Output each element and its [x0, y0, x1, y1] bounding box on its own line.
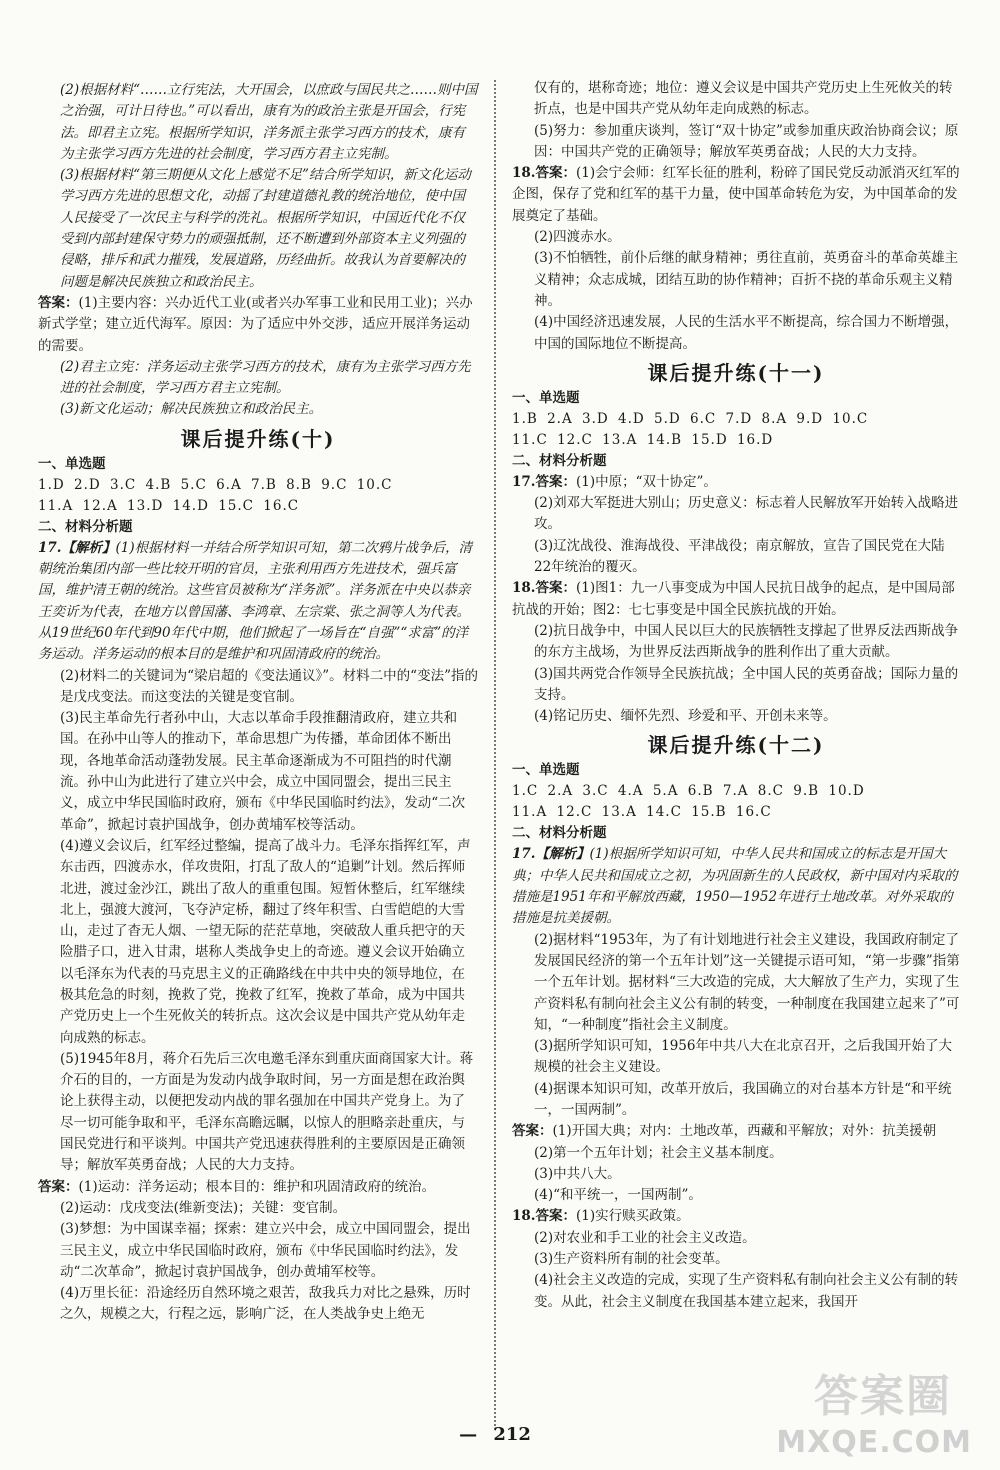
text-paragraph: (2)四渡赤水。 — [534, 229, 621, 246]
watermark — [732, 1360, 972, 1460]
text-paragraph: (4)遵义会议后，红军经过整编，提高了战斗力。毛泽东指挥红军，声东击西，四渡赤水，佯攻贵阳，打乱了敌人的“追剿”计划。然后挥师北进，渡过金沙江，跳出了敌人的重重包围。短暂休整后，红军继续北上，强渡大渡河，飞夺泸定桥，翻过了终年积雪、白雪皑皑的大雪山，走过了杳无人烟、一望无际的茫茫草地，突破敌人重兵把守的天险腊子口，进入甘肃，堪称人类战争史上的奇迹。遵义会议开始确立以毛泽东为代表的马克思主义的正确路线在中共中央的领导地位，在极其危急的时刻，挽救了党，挽救了红军，挽救了革命，成为中国共产党历史上一个生死攸关的转折点。这次会议是中国共产党从幼年走向成熟的标志。 — [60, 837, 471, 1046]
watermark-logo: 答案圈 — [814, 1371, 952, 1422]
page-number-value: 212 — [493, 1424, 531, 1445]
text-paragraph: (3)不怕牺牲，前仆后继的献身精神；勇往直前，英勇奋斗的革命英雄主义精神；众志成城，团结互助的协作精神；百折不挠的革命乐观主义精神。 — [534, 250, 959, 309]
text-paragraph: (3)新文化运动；解决民族独立和政治民主。 — [60, 401, 323, 418]
section-title: 课后提升练(十) — [180, 426, 336, 451]
text-paragraph: (2)根据材料“……立行宪法，大开国会，以庶政与国民共之……则中国之治强，可计日待也。”可以看出，康有为的政治主张是开国会，行宪法。即君主立宪。根据所学知识，洋务派主张学习西方的技术，康有为主张学习西方先进的社会制度，学习西方君主立宪制。 — [60, 82, 478, 162]
answer-text: (1)运动：洋务运动；根本目的：维护和巩固清政府的统治。 — [78, 1178, 436, 1195]
section-heading: 一、单选题 — [38, 455, 106, 472]
answer-label: 18.答案： — [512, 165, 576, 182]
section-heading: 一、单选题 — [512, 389, 580, 406]
text-paragraph: (3)国共两党合作领导全民族抗战；全中国人民的英勇奋战；国际力量的支持。 — [534, 665, 959, 703]
answer-paragraph — [512, 578, 960, 621]
question-number: 17. — [512, 846, 536, 863]
answer-text: (1)中原；“双十协定”。 — [576, 473, 717, 490]
answer-paragraph — [512, 163, 960, 227]
answer-text: (1)实行赎买政策。 — [576, 1208, 690, 1225]
text-paragraph: (4)据课本知识可知，改革开放后，我国确立的对台基本方针是“和平统一，一国两制”。 — [534, 1080, 952, 1118]
answer-label: 17.答案： — [512, 473, 576, 490]
answer-text: (1)主要内容：兴办近代工业(或者兴办军事工业和民用工业)；兴办新式学堂；建立近代海军。原因：为了适应中外交涉，适应开展洋务运动的需要。 — [38, 294, 473, 354]
section-heading: 二、材料分析题 — [38, 518, 133, 535]
section-heading: 一、单选题 — [512, 762, 580, 779]
text-paragraph: (3)辽沈战役、淮海战役、平津战役；南京解放，宣告了国民党在大陆22年统治的覆灭。 — [534, 537, 945, 576]
text-paragraph: (5)1945年8月，蒋介石先后三次电邀毛泽东到重庆面商国家大计。蒋介石的目的，一方面是为发动内战争取时间，另一方面是想在政治舆论上获得主动，以便把发动内战的罪名强加在中国共产党身上。为了尽一切可能争取和平，毛泽东高瞻远瞩，以惊人的胆略亲赴重庆，与国民党进行和平谈判。中国共产党迅速获得胜利的主要原因是正确领导；解放军英勇奋战；人民的大力支持。 — [60, 1050, 474, 1174]
section-heading: 二、材料分析题 — [512, 452, 607, 469]
text-paragraph: (2)抗日战争中，中国人民以巨大的民族牺牲支撑起了世界反法西斯战争的东方主战场，为世界反法西斯战争的胜利作出了重大贡献。 — [534, 622, 959, 661]
text-paragraph: 仅有的，堪称奇迹；地位：遵义会议是中国共产党历史上生死攸关的转折点，也是中国共产党从幼年走向成熟的标志。 — [534, 80, 953, 118]
answer-label: 答案： — [38, 294, 79, 311]
text-paragraph: (5)努力：参加重庆谈判，签订“双十协定”或参加重庆政治协商会议；原因：中国共产党的正确领导；解放军英勇奋战；人民的大力支持。 — [534, 122, 959, 160]
answer-key-line: 11.A 12.A 13.D 14.D 15.C 16.C — [38, 497, 300, 514]
answer-key-line: 1.B 2.A 3.D 4.D 5.D 6.C 7.D 8.A 9.D 10.C — [512, 410, 869, 427]
analysis-paragraph — [38, 538, 478, 666]
text-paragraph: (2)运动：戊戌变法(维新变法)；关键：变官制。 — [60, 1199, 347, 1216]
text-paragraph: (3)民主革命先行者孙中山，大志以革命手段推翻清政府，建立共和国。在孙中山等人的推动下，革命思想广为传播，革命团体不断出现，各地革命活动蓬勃发展。民主革命逐渐成为不可阻挡的时代潮流。孙中山为此进行了建立兴中会，成立中国同盟会，提出三民主义，成立中华民国临时政府，颁布《中华民国临时约法》，发动“二次革命”，掀起讨袁护国战争，创办黄埔军校等活动。 — [60, 710, 466, 833]
answer-paragraph — [38, 293, 478, 357]
answer-text: (1)图1：九一八事变成为中国人民抗日战争的起点，是中国局部抗战的开始；图2：七七事变是中国全民族抗战的开始。 — [512, 580, 955, 618]
answer-paragraph — [512, 472, 960, 493]
text-paragraph: (3)据所学知识可知，1956年中共八大在北京召开，之后我国开始了大规模的社会主义建设。 — [534, 1038, 952, 1076]
analysis-text: (1)根据材料一并结合所学知识可知，第二次鸦片战争后，清朝统治集团内部一些比较开明的官员，主张利用西方先进技术，强兵富国，维护清王朝的统治。这些官员被称为“洋务派”。洋务派在中央以恭亲王奕䜣为代表，在地方以曾国藩、李鸿章、左宗棠、张之洞等人为代表。从19世纪60年代到90年代中期，他们掀起了一场旨在“自强”“求富”的洋务运动。洋务运动的根本目的是维护和巩固清政府的统治。 — [38, 539, 473, 663]
text-paragraph: (4)万里长征：沿途经历自然环境之艰苦，敌我兵力对比之悬殊，历时之久，规模之大，行程之远，影响广泛，在人类战争史上绝无 — [60, 1285, 471, 1323]
answer-key-line: 11.A 12.C 13.A 14.C 15.B 16.C — [512, 804, 772, 821]
left-column — [38, 80, 478, 1326]
question-number: 17. — [38, 539, 62, 556]
answer-paragraph — [38, 1177, 478, 1198]
text-paragraph: (3)根据材料“第三期便从文化上感觉不足”结合所学知识，新文化运动学习西方先进的思想文化，动摇了封建道德礼教的统治地位，使中国人民接受了一次民主与科学的洗礼。根据所学知识，中国近代化不仅受到内部封建保守势力的顽强抵制，还不断遭到外部资本主义列强的侵略，排斥和武力摧残，发展道路，历经曲折。故我认为首要解决的问题是解决民族独立和政治民主。 — [60, 167, 471, 290]
text-paragraph: (3)梦想：为中国谋幸福；探索：建立兴中会，成立中国同盟会，提出三民主义，成立中华民国临时政府，颁布《中华民国临时约法》，发动“二次革命”，掀起讨袁护国战争，创办黄埔军校等。 — [60, 1221, 471, 1280]
text-paragraph: (3)中共八大。 — [534, 1165, 621, 1182]
section-title: 课后提升练(十一) — [647, 360, 825, 385]
analysis-paragraph — [512, 844, 960, 929]
text-paragraph: (2)第一个五年计划；社会主义基本制度。 — [534, 1144, 783, 1161]
answer-label: 18.答案： — [512, 1208, 576, 1225]
text-paragraph: (2)据材料“1953年，为了有计划地进行社会主义建设，我国政府制定了发展国民经济的第一个五年计划”这一关键提示语可知，“第一步骤”指第一个五年计划。据材料“三大改造的完成，大大解放了生产力，实现了生产资料私有制向社会主义公有制的转变，一种制度在我国建立起来了”可知，“一种制度”指社会主义制度。 — [534, 931, 960, 1033]
answer-label: 答案： — [512, 1123, 553, 1140]
text-paragraph: (4)“和平统一，一国两制”。 — [534, 1187, 702, 1204]
watermark-text: MXQE.COM — [776, 1425, 972, 1460]
answer-paragraph — [512, 1206, 960, 1227]
text-paragraph: (4)中国经济迅速发展，人民的生活水平不断提高，综合国力不断增强，中国的国际地位不断提高。 — [534, 314, 959, 352]
text-paragraph: (3)生产资料所有制的社会变革。 — [534, 1251, 729, 1268]
text-paragraph: (2)刘邓大军挺进大别山；历史意义：标志着人民解放军开始转入战略进攻。 — [534, 495, 959, 533]
text-paragraph: (4)社会主义改造的完成，实现了生产资料私有制向社会主义公有制的转变。从此，社会主义制度在我国基本建立起来，我国开 — [534, 1272, 959, 1310]
analysis-label: 【解析】 — [61, 539, 116, 556]
section-heading: 二、材料分析题 — [512, 825, 607, 842]
answer-text: (1)会宁会师：红军长征的胜利，粉碎了国民党反动派消灭红军的企图，保存了党和红军的基干力量，使中国革命转危为安，为中国革命的发展奠定了基础。 — [512, 165, 960, 224]
answer-key-line: 1.D 2.D 3.C 4.B 5.C 6.A 7.B 8.B 9.C 10.C — [38, 476, 393, 493]
answer-label: 答案： — [38, 1178, 79, 1195]
section-title: 课后提升练(十二) — [647, 733, 825, 758]
text-paragraph: (4)铭记历史、缅怀先烈、珍爱和平、开创未来等。 — [534, 708, 837, 725]
analysis-label: 【解析】 — [535, 846, 590, 863]
column-divider — [494, 80, 496, 1430]
analysis-text: (1)根据所学知识可知，中华人民共和国成立的标志是开国大典；中华人民共和国成立之初，为巩固新生的人民政权，新中国对内采取的措施是1951年和平解放西藏，1950—1952年进行土地改革。对外采取的措施是抗美援朝。 — [512, 846, 958, 927]
answer-key-line: 1.C 2.A 3.C 4.A 5.A 6.B 7.A 8.C 9.B 10.D — [512, 783, 865, 800]
answer-label: 18.答案： — [512, 580, 576, 597]
right-column — [512, 78, 960, 1313]
answer-key-line: 11.C 12.C 13.A 14.B 15.D 16.D — [512, 431, 774, 448]
answer-paragraph — [512, 1121, 960, 1142]
page-number-dash: — — [459, 1424, 478, 1445]
text-paragraph: (2)君主立宪：洋务运动主张学习西方的技术，康有为主张学习西方先进的社会制度，学习西方君主立宪制。 — [60, 358, 471, 397]
answer-text: (1)开国大典；对内：土地改革，西藏和平解放；对外：抗美援朝 — [552, 1123, 937, 1140]
text-paragraph: (2)材料二的关键词为“梁启超的《变法通议》”。材料二中的“变法”指的是戊戌变法。而这变法的关键是变官制。 — [60, 667, 478, 705]
text-paragraph: (2)对农业和手工业的社会主义改造。 — [534, 1229, 756, 1246]
